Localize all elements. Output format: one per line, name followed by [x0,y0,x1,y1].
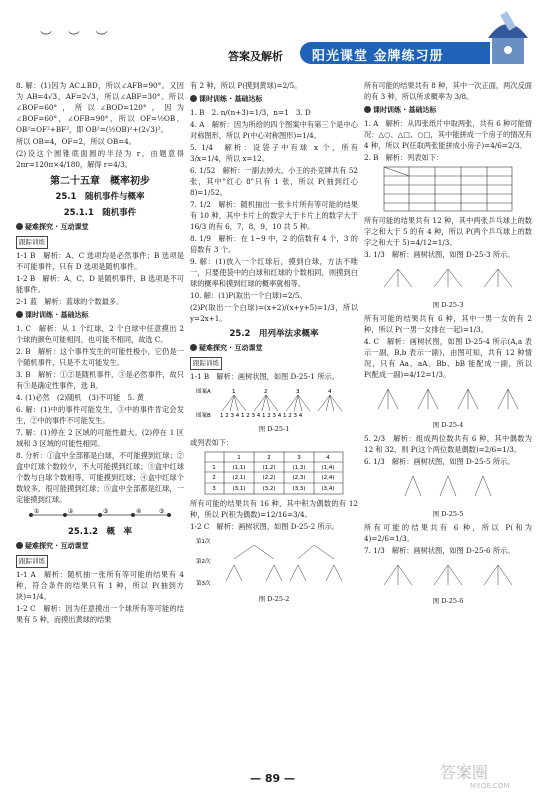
table-cell: (1,1) [232,465,246,471]
answer-6: 6. 1/52 解析：一副去掉大、小王的扑克牌共有 52 张，其中"红心 8"只有 1 张，所以 P(抽到红心 8)=1/52。 [190,166,358,197]
section-title-25-1: 25.1 随机事件与概率 [55,192,145,202]
answer-6-result: 所有可能的结果共有 6 种，所以 P(和为 4)=2/6=1/3。 [364,523,532,543]
table-cell: (2,2) [262,475,276,481]
figure-caption: 图 D-25-2 [258,595,290,603]
tag-label: 课时训练 · 基础达标 [199,95,263,103]
watermark-logo: 答案圈 [440,763,489,782]
answer-1-2: 1-2 C 解析：画树状图，如图 D-25-2 所示。 [190,522,340,531]
figure-caption: 图 D-25-4 [432,421,464,429]
tree-level-label: 第1次 [196,539,211,545]
tag-practice [16,310,184,321]
tree-diagram-6 [368,559,528,593]
bullet-icon [364,106,371,113]
tree-diagram-3 [368,263,528,297]
section-title-25-2: 25.2 用列举法求概率 [229,329,319,339]
answer-6: 6. 1/3 解析：画树状图，如图 D-25-5 所示。 [364,457,515,466]
column-1 [16,80,184,626]
tree-node: 2 [264,389,268,395]
column-2 [190,80,358,607]
tag-label: 疑难探究 · 互动课堂 [199,344,263,352]
watermark-url: MXQE.COM [470,782,510,790]
section-title-25-1-2: 25.1.2 概 率 [67,527,133,537]
tag-practice [190,94,358,105]
answer-7: 7. 解：(1)停在 2 区域的可能性最大。(2)停在 1 区域和 3 区域的可能性相同。 [16,428,184,448]
figure-caption: 图 D-25-1 [258,425,290,433]
tree-level-label: 第3次 [196,581,211,587]
figure-caption: 图 D-25-5 [432,510,464,518]
line-label: ② [68,508,74,515]
tree-diagram-5 [393,470,503,506]
answer-1: 1. C 解析：从 1 个红球，2 个白球中任意摸出 2 个球的颜色可能相同，也可能不相同，故选 C。 [16,324,184,344]
bullet-icon [190,95,197,102]
tree-node: 3 [296,389,300,395]
table-cell: 3 [212,486,216,492]
answer-1-1: 1-1 B 解析：A、C 选项均是必然事件；B 选项是不可能事件，只有 D 选项是随机事件。 [16,251,184,271]
line-label: ① [34,508,40,515]
answer-1: 1. A 解析：从四张纸片中取两张，共有 6 种可能情况：△○、△□、○□，其中能拼成一个房子的情况有 4 种，所以 P(任取两张能拼成小房子)=4/6=2/3。 [364,119,532,150]
tag-practice [364,105,532,116]
answer-8: 8. 分析：①盒中全部都是白球，不可能摸到红球；②盒中红球个数较少，不大可能摸到红球；③盒中红球个数与白球个数相等，可能摸到红球；④盒中红球个数较多，很可能摸到红球；⑤盒中全部都是红球，一定能摸到红球。 [16,451,184,504]
table-cell: 2 [212,475,216,481]
chapter-title: 第二十五章 概率初步 [50,176,150,187]
product-table [204,451,344,495]
answer-4: 4. A 解析：因为所给的四个图案中有第三个是中心对称图形，所以 P(中心对称图形)=1/4。 [190,120,358,140]
table-cell: (1,4) [321,465,335,471]
tag-label: 疑难探究 · 互动课堂 [25,223,89,231]
answer-10-2: (2)P(取出一个白球)=(x+2)/(x+y+5)=1/3，所以 y=2x+1。 [190,303,358,323]
answer-7: 7. 1/2 解析：随机抽出一张卡片所有等可能的结果有 10 种，其中卡片上的数字大于卡片上的数字大于 16/3 的有 6，7，8，9，10 共 5 种。 [190,200,358,231]
tag-explore [16,222,184,233]
table-head: 1 [237,455,241,461]
answer-1-1-result: 所有可能的结果共有 16 种，其中积为偶数的有 12 种，所以 P(积为偶数)=12/16=3/4。 [190,499,358,519]
tag-explore-2 [16,541,184,552]
table-cell: (2,4) [321,475,335,481]
line-label: ③ [103,508,109,515]
answer-3: 3. 1/3 解析：画树状图，如图 D-25-3 所示。 [364,250,515,259]
tree-label: 图案A [196,389,211,395]
table-cell: (2,3) [292,475,306,481]
table-cell: (3,1) [232,486,246,492]
answer-1-2: 1-2 B 解析：A、C、D 是随机事件，B 选项是不可能事件。 [16,274,184,294]
answer-1-3: 1. B 2. n/(n+3)=1/3，n=1 3. D [190,108,311,117]
answer-8-part2: 所以 OB=4，OF=2，所以 OB=4。 [16,137,136,146]
answer-5: 5. 1/4 解析：设袋子中有球 x 个，所有 3/x=1/4，所以 x=12。 [190,143,358,163]
answer-4-5: 4. (1)必然 (2)随机 (3)不可能 5. 黄 [16,393,144,402]
header-banner [300,42,490,64]
answer-6: 6. 解：(1)中的事件可能发生，③中的事件肯定会发生，②中的事件不可能发生。 [16,405,184,425]
observatory-icon [478,6,538,68]
section-title-25-1-1: 25.1.1 随机事件 [63,208,137,218]
answer-8-part1: 8. 解：(1)因为 AC⊥BD，所以∠AFB=90°。又因为 AB=4√3，AF=2√3，所以∠ABF=30°。所以∠BOF=60°，所以∠BOD=120°。因为∠BOF=60°，∠OFB=90°，所以 OF=½OB，OB²=OF²+BF²，即 OB²=(½OB)²+(2√3)²。 [16,81,184,134]
answer-2-result: 所有可能的结果共有 12 种，其中两张乒乓球上的数字之和大于 5 的有 4 种，所以 P(两个乒乓球上的数字之和大于 5)=4/12=1/3。 [364,216,532,247]
bullet-icon [190,344,197,351]
answer-5: 5. 2/3 解析：组成两位数共有 6 种，其中偶数为 12 和 32，则 P(这个两位数是偶数)=2/6=1/3。 [364,434,532,454]
figure-caption: 图 D-25-3 [432,301,464,309]
answer-1-1b: 1-1 A 解析：随机抽一张所有等可能的结果有 4 种，符合条件的结果只有 1 种，所以 P(抽到方块)=1/4。 [16,570,184,601]
bullet-icon [16,223,23,230]
answer-3-result: 所有可能的结果共有 6 种，其中一男一女的有 2 种，所以 P(一男一女排在一起)=1/3。 [364,314,532,334]
page-header [0,0,545,72]
figure-caption: 图 D-25-6 [432,597,464,605]
tag-explore [190,343,358,354]
column-3 [364,80,532,609]
continuation: 有 2 种，所以 P(摸到黄球)=2/5。 [190,81,302,90]
answer-4: 4. C 解析：画树状图，如图 D-25-4 所示(A,a 表示一副，B,b 表示一副)，由图可知，共有 12 种情况，只有 Aa、aA、Bb、bB 能配成一副，所以 P(配成一副)=4/12=1/3。 [364,337,532,379]
continuation: 所有可能的结果共有 8 种，其中一次正面，两次反面的有 3 种，所以所求概率为 3/8。 [364,81,532,101]
box-label: 跟踪训练 [16,236,48,249]
bullet-icon [16,311,23,318]
answer-2-1: 2-1 蓝 解析：蓝球的个数最多。 [16,297,124,306]
tree-leaves: 1 2 3 4 1 2 3 4 1 2 3 4 1 2 3 4 [220,413,303,419]
answer-8-part3: (2)设这个圆锥底面圆的半径为 r，由题意得 2πr=120π×4/180，解得 r=4/3。 [16,149,184,169]
tree-label: 图案B [196,413,211,419]
answer-10-1: 10. 解：(1)P(取出一个白球)=2/5。 [190,291,307,300]
table-cell: (3,2) [262,486,276,492]
table-cell: (1,2) [262,465,276,471]
table-head: 2 [267,455,271,461]
answer-8: 8. 1/9 解析：在 1~9 中，2 的倍数有 4 个，3 的倍数有 3 个。 [190,234,358,254]
answer-7: 7. 1/3 解析：画树状图，如图 D-25-6 所示。 [364,546,515,555]
line-label: ⑤ [159,508,165,515]
birds-decoration: ︶ ︶ ︶ [40,30,114,44]
table-intro: 或列表如下： [190,438,234,447]
box-label: 跟踪训练 [190,357,222,370]
tree-diagram-4 [368,383,528,417]
bullet-icon [16,542,23,549]
page-number: — 89 — [250,772,295,785]
tree-diagram-2 [194,535,354,591]
probability-line [25,508,175,522]
answer-1-1: 1-1 B 解析：画树状图，如图 D-25-1 所示。 [190,372,339,381]
table-cell: (3,3) [292,486,306,492]
tag-label: 课时训练 · 基础达标 [373,106,437,114]
table-cell: 1 [212,465,216,471]
table-cell: (1,3) [292,465,306,471]
tree-node: 4 [328,389,332,395]
tree-node: 1 [232,389,236,395]
tree-diagram-1 [194,385,354,421]
box-label: 跟踪训练 [16,555,48,568]
answer-2: 2. B 解析：列表如下： [364,153,444,162]
answer-1-2b: 1-2 C 解析：因为任意摸出一个球所有等可能的结果有 5 种，而摸出黄球的结果 [16,604,184,624]
answer-9: 9. 解：(1)放入一个红球后，摸到白球，方法不唯一，只要使袋中的白球和红球的个数相同，则摸到白球的概率和摸到红球的概率就相等。 [190,257,358,288]
banner-title: 阳光课堂 金牌练习册 [312,49,444,64]
tree-level-label: 第2次 [196,559,211,565]
answer-3: 3. B 解析：①②是随机事件，③是必然事件，故只有③是确定性事件，选 B。 [16,370,184,390]
answer-2: 2. B 解析：这个事件发生的可能性极小，它仍是一个随机事件，只是不太可能发生。 [16,347,184,367]
line-label: ④ [136,508,142,515]
table-cell: (3,4) [321,486,335,492]
header-subtitle: 答案及解析 [228,50,283,63]
grid-table [383,166,513,212]
table-head: 4 [326,455,330,461]
table-head: 3 [297,455,301,461]
table-cell: (2,1) [232,475,246,481]
tag-label: 课时训练 · 基础达标 [25,311,89,319]
tag-label: 疑难探究 · 互动课堂 [25,542,89,550]
